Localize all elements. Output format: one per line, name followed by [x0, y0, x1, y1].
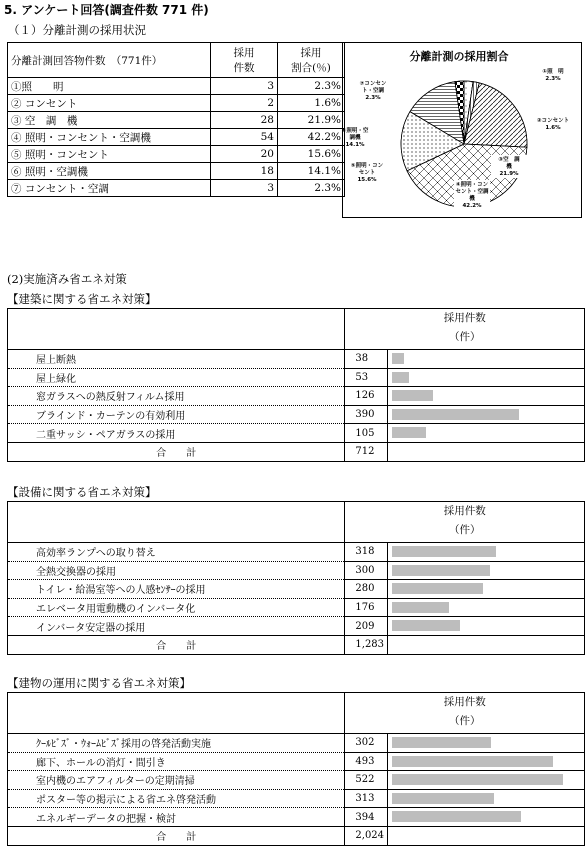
- measure-count: 105: [345, 424, 388, 443]
- adoption-row: [8, 163, 345, 180]
- count-bar: [392, 409, 519, 420]
- col-header-percent: 採用 割合(％): [278, 43, 345, 78]
- bar-cell: [388, 405, 585, 424]
- measure-label: 高効率ランプへの取り替え: [8, 543, 345, 562]
- col-header-properties: 分離計測回答物件数 （771件）: [8, 43, 211, 78]
- total-label: 合 計: [8, 442, 345, 461]
- row-percent: 15.6%: [278, 146, 345, 163]
- measure-row: [8, 424, 585, 443]
- measure-count: 522: [345, 771, 388, 790]
- total-row: [8, 826, 585, 845]
- measure-count: 38: [345, 350, 388, 369]
- measure-row: [8, 387, 585, 406]
- header-count: 採用件数 （件）: [345, 693, 585, 734]
- row-percent: 2.3%: [278, 180, 345, 197]
- row-label: ⑦ コンセント・空調: [8, 180, 211, 197]
- bar-cell: [388, 580, 585, 599]
- page-title: 5. アンケート回答(調査件数 771 件): [4, 3, 209, 17]
- group-title: 【建物の運用に関する省エネ対策】: [7, 676, 191, 690]
- bar-cell: [388, 617, 585, 636]
- count-bar: [392, 602, 449, 613]
- adoption-row: [8, 146, 345, 163]
- measure-row: [8, 808, 585, 827]
- count-bar: [392, 737, 491, 748]
- row-percent: 21.9%: [278, 112, 345, 129]
- measure-label: 全熱交換器の採用: [8, 561, 345, 580]
- measure-label: エレベータ用電動機のインバータ化: [8, 598, 345, 617]
- measure-row: [8, 734, 585, 753]
- row-count: 20: [211, 146, 278, 163]
- group-title: 【建築に関する省エネ対策】: [7, 292, 157, 306]
- bar-cell: [388, 350, 585, 369]
- measure-row: [8, 350, 585, 369]
- row-count: 3: [211, 78, 278, 95]
- adoption-row: [8, 129, 345, 146]
- row-label: ⑥ 照明・空調機: [8, 163, 211, 180]
- total-bar-cell: [388, 442, 585, 461]
- count-bar: [392, 811, 521, 822]
- row-percent: 42.2%: [278, 129, 345, 146]
- header-blank: [8, 502, 345, 543]
- adoption-row: [8, 112, 345, 129]
- bar-cell: [388, 543, 585, 562]
- total-value: 1,283: [345, 635, 388, 654]
- measure-label: 室内機のエアフィルターの定期清掃: [8, 771, 345, 790]
- total-bar-cell: [388, 635, 585, 654]
- bar-cell: [388, 424, 585, 443]
- row-percent: 1.6%: [278, 95, 345, 112]
- pie-label: ④照明・コンセント・空調機 42.2%: [455, 182, 489, 209]
- pie-label: ⑦コンセント・空調 2.3%: [359, 81, 387, 101]
- header-count: 採用件数 （件）: [345, 502, 585, 543]
- measure-count: 318: [345, 543, 388, 562]
- total-bar-cell: [388, 826, 585, 845]
- pie-label: ⑤照明・コンセント 15.6%: [350, 163, 384, 183]
- total-row: [8, 635, 585, 654]
- total-value: 2,024: [345, 826, 388, 845]
- count-bar: [392, 565, 490, 576]
- measure-count: 53: [345, 368, 388, 387]
- bar-cell: [388, 734, 585, 753]
- pie-label: ②コンセント 1.6%: [536, 118, 570, 131]
- measure-count: 280: [345, 580, 388, 599]
- measure-row: [8, 368, 585, 387]
- row-count: 54: [211, 129, 278, 146]
- measure-count: 390: [345, 405, 388, 424]
- header-blank: [8, 693, 345, 734]
- measure-count: 176: [345, 598, 388, 617]
- header-count: 採用件数 （件）: [345, 309, 585, 350]
- adoption-row: [8, 95, 345, 112]
- measure-label: ブラインド・カーテンの有効利用: [8, 405, 345, 424]
- count-bar: [392, 620, 460, 631]
- measure-count: 209: [345, 617, 388, 636]
- count-bar: [392, 546, 496, 557]
- count-bar: [392, 353, 404, 364]
- row-label: ③ 空 調 機: [8, 112, 211, 129]
- measure-label: インバータ安定器の採用: [8, 617, 345, 636]
- measure-count: 300: [345, 561, 388, 580]
- total-value: 712: [345, 442, 388, 461]
- row-label: ①照 明: [8, 78, 211, 95]
- measure-label: エネルギーデータの把握・検討: [8, 808, 345, 827]
- bar-cell: [388, 387, 585, 406]
- measure-row: [8, 598, 585, 617]
- section2-heading: (2)実施済み省エネ対策: [7, 272, 127, 286]
- bar-cell: [388, 598, 585, 617]
- pie-chart: [343, 43, 581, 217]
- total-row: [8, 442, 585, 461]
- measure-count: 313: [345, 789, 388, 808]
- row-count: 18: [211, 163, 278, 180]
- header-blank: [8, 309, 345, 350]
- measures-table: [7, 692, 585, 846]
- pie-label: ⑥照明・空調機 14.1%: [343, 128, 369, 148]
- adoption-row: [8, 180, 345, 197]
- measure-count: 394: [345, 808, 388, 827]
- measure-count: 302: [345, 734, 388, 753]
- pie-title: 分離計測の採用割合: [409, 50, 509, 63]
- row-count: 2: [211, 95, 278, 112]
- measure-label: トイレ・給湯室等への人感ｾﾝｻｰの採用: [8, 580, 345, 599]
- count-bar: [392, 583, 483, 594]
- section1-heading: （１）分離計測の採用状況: [8, 23, 146, 37]
- measure-label: 屋上断熱: [8, 350, 345, 369]
- measures-table: [7, 501, 585, 655]
- count-bar: [392, 793, 494, 804]
- group-title: 【設備に関する省エネ対策】: [7, 485, 157, 499]
- measures-table: [7, 308, 585, 462]
- bar-cell: [388, 561, 585, 580]
- measure-label: 屋上緑化: [8, 368, 345, 387]
- row-label: ④ 照明・コンセント・空調機: [8, 129, 211, 146]
- count-bar: [392, 774, 563, 785]
- row-count: 28: [211, 112, 278, 129]
- bar-cell: [388, 752, 585, 771]
- measure-label: ｸｰﾙﾋﾞｽﾞ・ｳｫｰﾑﾋﾞｽﾞ採用の啓発活動実施: [8, 734, 345, 753]
- measure-row: [8, 561, 585, 580]
- measure-row: [8, 405, 585, 424]
- bar-cell: [388, 771, 585, 790]
- row-percent: 2.3%: [278, 78, 345, 95]
- row-label: ② コンセント: [8, 95, 211, 112]
- measure-label: ポスター等の掲示による省エネ啓発活動: [8, 789, 345, 808]
- measure-count: 493: [345, 752, 388, 771]
- measure-row: [8, 789, 585, 808]
- measure-label: 二重サッシ・ペアガラスの採用: [8, 424, 345, 443]
- col-header-count: 採用 件数: [211, 43, 278, 78]
- row-label: ⑤ 照明・コンセント: [8, 146, 211, 163]
- count-bar: [392, 756, 553, 767]
- count-bar: [392, 390, 433, 401]
- row-count: 3: [211, 180, 278, 197]
- total-label: 合 計: [8, 826, 345, 845]
- count-bar: [392, 372, 409, 383]
- bar-cell: [388, 789, 585, 808]
- pie-label: ③空 調機 21.9%: [498, 157, 520, 177]
- bar-cell: [388, 808, 585, 827]
- count-bar: [392, 427, 426, 438]
- measure-count: 126: [345, 387, 388, 406]
- adoption-table: [7, 42, 345, 197]
- measure-row: [8, 752, 585, 771]
- pie-chart-box: [342, 42, 582, 218]
- total-label: 合 計: [8, 635, 345, 654]
- row-percent: 14.1%: [278, 163, 345, 180]
- bar-cell: [388, 368, 585, 387]
- adoption-row: [8, 78, 345, 95]
- measure-row: [8, 617, 585, 636]
- measure-row: [8, 771, 585, 790]
- measure-label: 廊下、ホールの消灯・間引き: [8, 752, 345, 771]
- measure-label: 窓ガラスへの熱反射フィルム採用: [8, 387, 345, 406]
- measure-row: [8, 543, 585, 562]
- pie-label: ①照 明 2.3%: [542, 69, 564, 82]
- measure-row: [8, 580, 585, 599]
